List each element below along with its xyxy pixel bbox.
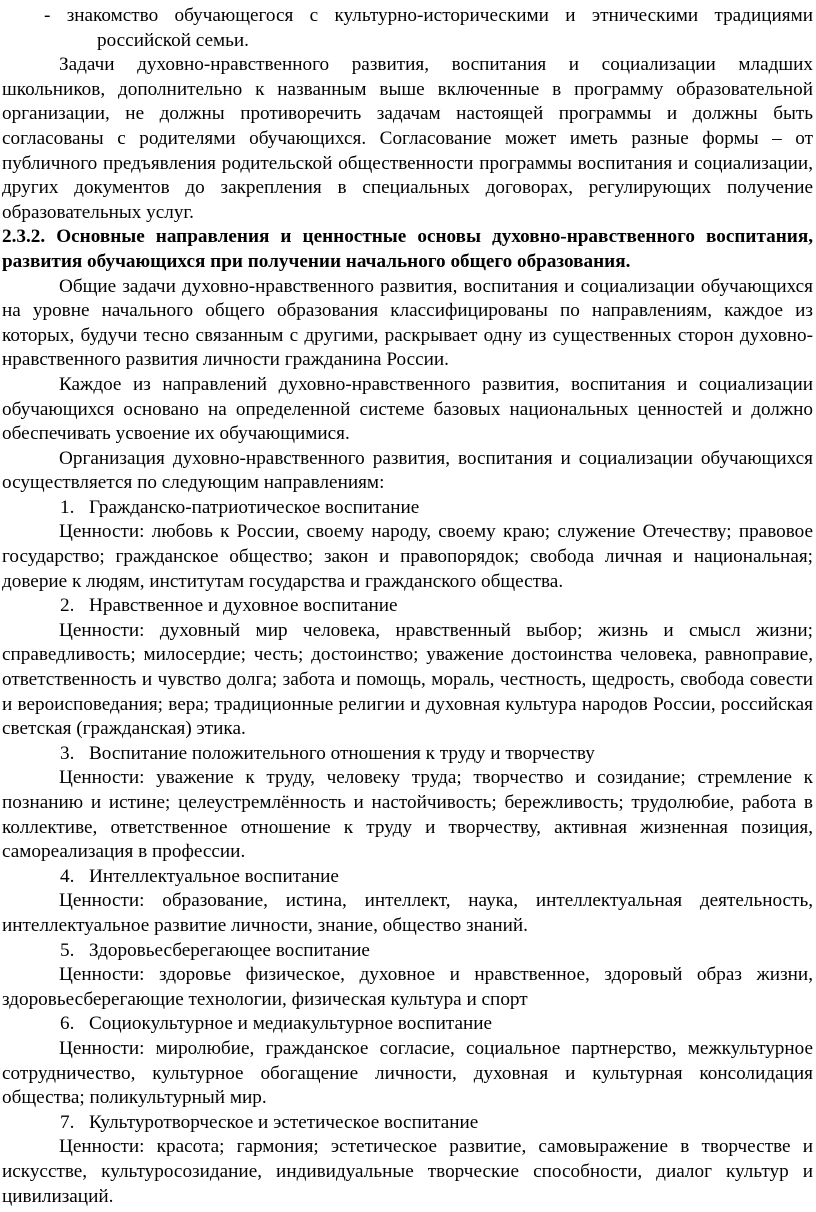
document-page xyxy=(2,4,813,1209)
direction-number: 7. xyxy=(60,1111,75,1133)
direction-number: 3. xyxy=(60,742,75,764)
direction-values: Ценности: здоровье физическое, духовное и нравственное, здоровый образ жизни, здоровьесберегающие технологии, физическая культура и спорт xyxy=(2,964,813,1010)
direction-title-text: Гражданско-патриотическое воспитание xyxy=(89,496,420,518)
direction-title-text: Нравственное и духовное воспитание xyxy=(89,595,398,617)
direction-title xyxy=(2,742,813,767)
direction-title-text: Культуротворческое и эстетическое воспитание xyxy=(89,1111,479,1133)
section-paragraph: Организация духовно-нравственного развития, воспитания и социализации обучающихся осуществляется по следующим направлениям: xyxy=(2,447,813,494)
direction-values: Ценности: образование, истина, интеллект, наука, интеллектуальная деятельность, интеллектуальное развитие личности, знание, общество знаний. xyxy=(2,890,813,936)
direction-title xyxy=(2,865,813,890)
direction-number: 5. xyxy=(60,939,75,961)
section-heading: 2.3.2. Основные направления и ценностные основы духовно-нравственного воспитания, развития обучающихся при получении начального общего образования. xyxy=(2,226,813,272)
direction-values: Ценности: духовный мир человека, нравственный выбор; жизнь и смысл жизни; справедливость; милосердие; честь; достоинство; уважение достоинства человека, равноправие, ответственность и чувство долга; забота и помощь, мораль, честность, щедрость, свобода совести и вероисповедания; вера; традиционные религии и духовная культура народов России, российская светская (гражданская) этика. xyxy=(2,619,813,740)
section-paragraph: Каждое из направлений духовно-нравственного развития, воспитания и социализации обучающихся основано на определенной системе базовых национальных ценностей и должно обеспечивать усвоение их обучающимися. xyxy=(2,373,813,445)
direction-title xyxy=(2,1012,813,1037)
direction-title-text: Воспитание положительного отношения к труду и творчеству xyxy=(89,742,595,764)
direction-values: Ценности: уважение к труду, человеку труда; творчество и созидание; стремление к познанию и истине; целеустремлённость и настойчивость; бережливость; трудолюбие, работа в коллективе, ответственное отношение к труду и творчеству, активная жизненная позиция, самореализация в профессии. xyxy=(2,767,813,863)
direction-values: Ценности: красота; гармония; эстетическое развитие, самовыражение в творчестве и искусстве, культуросозидание, индивидуальные творческие способности, диалог культур и цивилизаций. xyxy=(2,1136,813,1207)
direction-title-text: Интеллектуальное воспитание xyxy=(89,865,339,887)
direction-number: 2. xyxy=(60,595,75,617)
direction-values: Ценности: любовь к России, своему народу, своему краю; служение Отечеству; правовое государство; гражданское общество; закон и правопорядок; свобода личная и национальная; доверие к людям, институтам государства и гражданского общества. xyxy=(2,521,813,592)
direction-number: 6. xyxy=(60,1013,75,1035)
direction-title-text: Социокультурное и медиакультурное воспитание xyxy=(89,1013,493,1035)
intro-paragraph: Задачи духовно-нравственного развития, воспитания и социализации младших школьников, дополнительно к названным выше включенные в программу образовательной организации, не должны противоречить задачам настоящей программы и должны быть согласованы с родителями обучающихся. Согласование может иметь разные формы – от публичного предъявления родительской общественности программы воспитания и социализации, других документов до закрепления в специальных договорах, регулирующих получение образовательных услуг. xyxy=(2,54,813,223)
direction-number: 1. xyxy=(60,496,75,518)
direction-title-text: Здоровьесберегающее воспитание xyxy=(89,939,370,961)
direction-title xyxy=(2,939,813,964)
direction-title xyxy=(2,594,813,619)
section-paragraph: Общие задачи духовно-нравственного развития, воспитания и социализации обучающихся на уровне начального общего образования классифицированы по направлениям, каждое из которых, будучи тесно связанным с другими, раскрывает одну из существенных сторон духовно-нравственного развития личности гражданина России. xyxy=(2,275,813,371)
intro-bullet-item: - знакомство обучающегося с культурно-историческими и этническими традициями российской семьи. xyxy=(44,5,813,51)
direction-title xyxy=(2,1111,813,1136)
direction-number: 4. xyxy=(60,865,75,887)
direction-title xyxy=(2,496,813,521)
direction-values: Ценности: миролюбие, гражданское согласие, социальное партнерство, межкультурное сотрудничество, культурное обогащение личности, духовная и культурная консолидация общества; поликультурный мир. xyxy=(2,1037,813,1109)
